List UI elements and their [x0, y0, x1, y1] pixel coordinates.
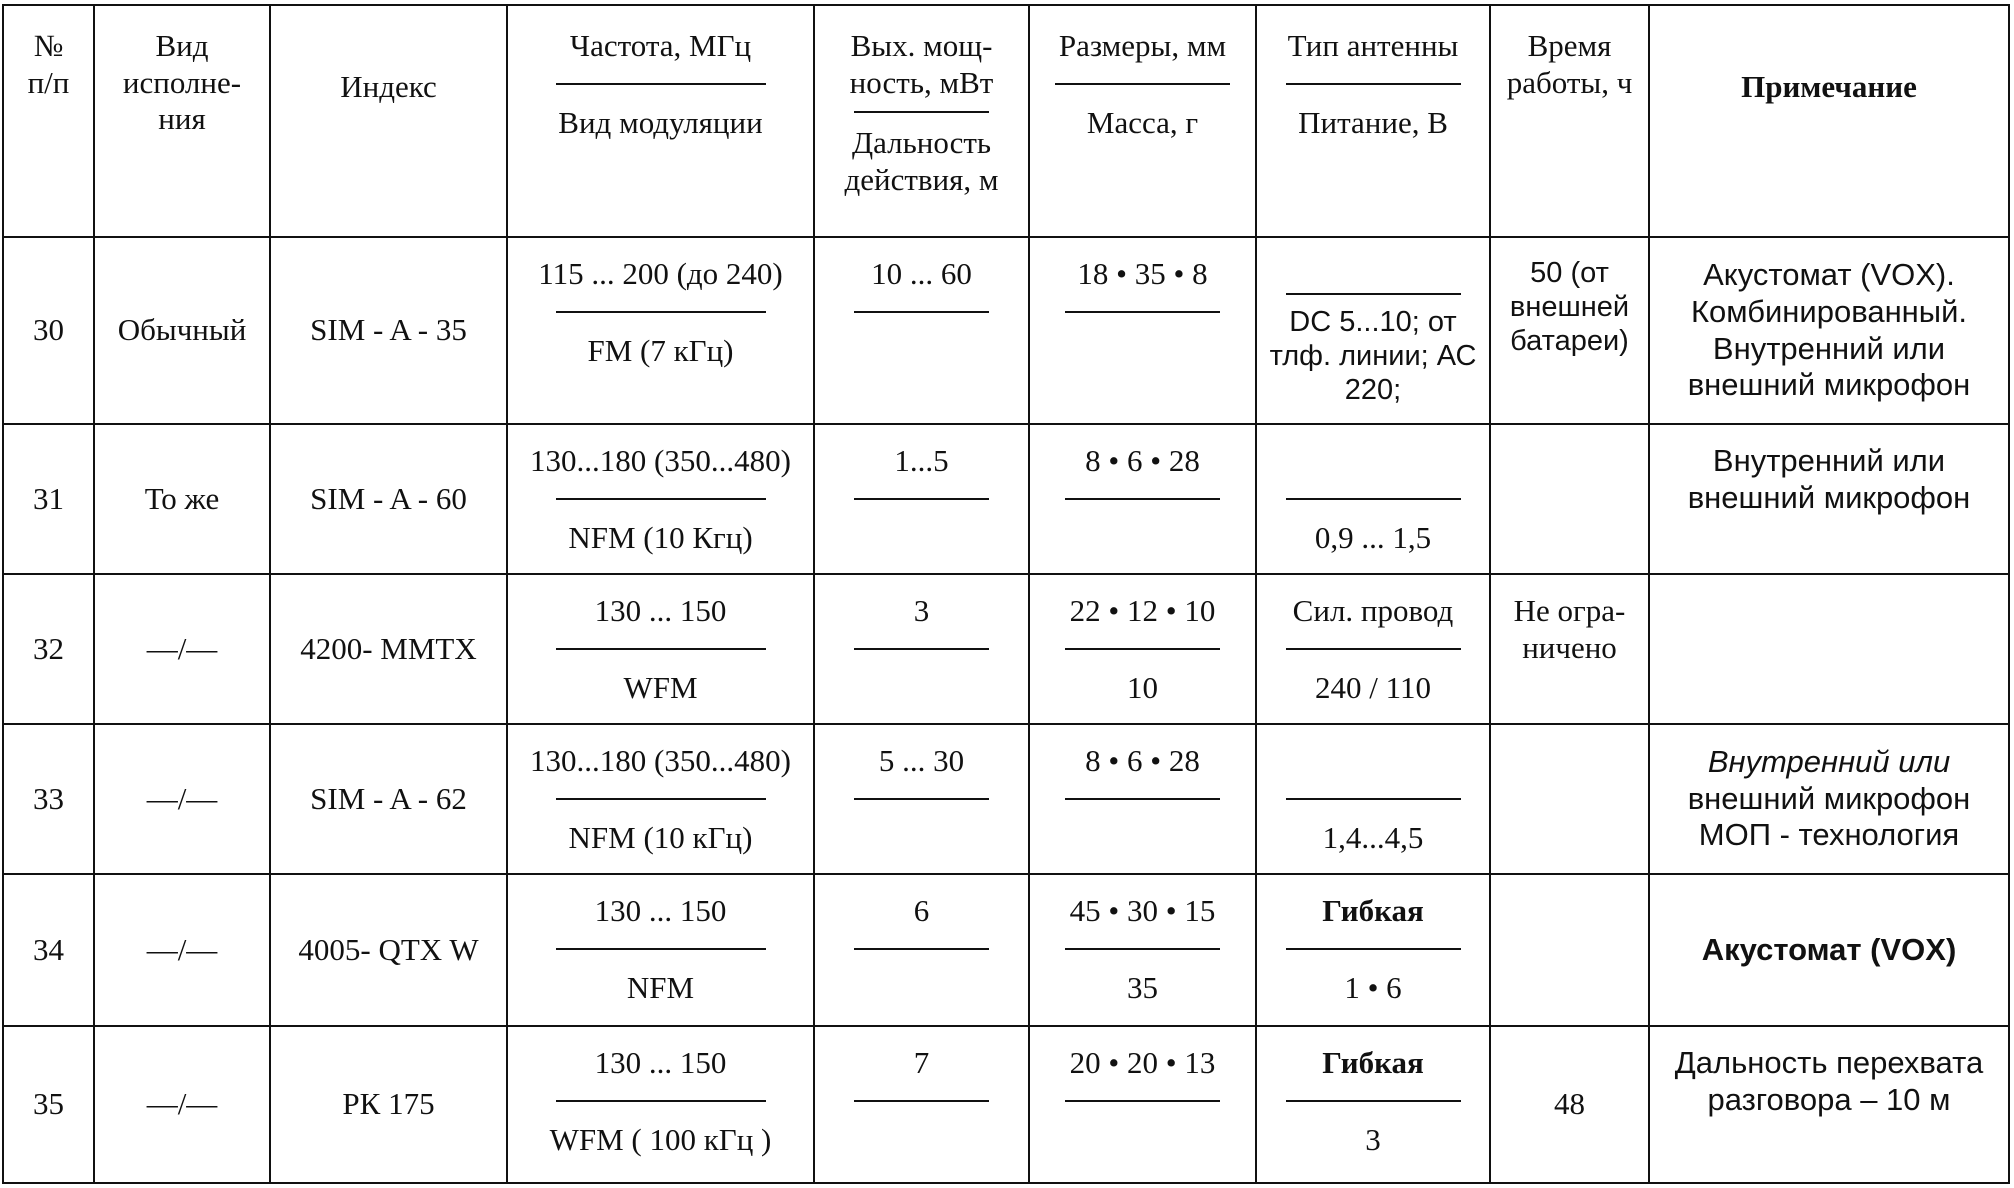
header-row [3, 5, 2009, 237]
cell-antenna: 1,4...4,5 [1256, 724, 1490, 874]
header-vid: Вид исполне- ния [94, 5, 270, 237]
cell-time: Не огра- ничено [1490, 574, 1649, 724]
cell-power: 1...5 [814, 424, 1029, 574]
cell-antenna: DC 5...10; от тлф. линии; АС 220; [1256, 237, 1490, 424]
cell-note: Внутренний или внешний микрофон [1649, 424, 2009, 574]
cell-power: 5 ... 30 [814, 724, 1029, 874]
cell-index: SIM - A - 35 [270, 237, 507, 424]
cell-time: 48 [1490, 1026, 1649, 1183]
cell-index: 4005- QTX W [270, 874, 507, 1026]
cell-power: 10 ... 60 [814, 237, 1029, 424]
cell-note: Дальность перехвата разговора – 10 м [1649, 1026, 2009, 1183]
cell-time [1490, 874, 1649, 1026]
cell-vid: —/— [94, 574, 270, 724]
cell-vid: Обычный [94, 237, 270, 424]
cell-time [1490, 724, 1649, 874]
table-row [3, 574, 2009, 724]
cell-size: 20 • 20 • 13 [1029, 1026, 1256, 1183]
spec-table [2, 4, 2010, 1184]
cell-size: 18 • 35 • 8 [1029, 237, 1256, 424]
cell-index: SIM - A - 60 [270, 424, 507, 574]
table-row [3, 1026, 2009, 1183]
header-index: Индекс [270, 5, 507, 237]
cell-antenna: 0,9 ... 1,5 [1256, 424, 1490, 574]
cell-time: 50 (от внешней батареи) [1490, 237, 1649, 424]
header-freq: Частота, МГц Вид модуляции [507, 5, 814, 237]
cell-antenna: Гибкая 1 • 6 [1256, 874, 1490, 1026]
table-row [3, 237, 2009, 424]
header-note: Примечание [1649, 5, 2009, 237]
cell-power: 7 [814, 1026, 1029, 1183]
table-row [3, 424, 2009, 574]
header-size: Размеры, мм Масса, г [1029, 5, 1256, 237]
cell-size: 22 • 12 • 10 10 [1029, 574, 1256, 724]
cell-freq: 130...180 (350...480) NFM (10 Кгц) [507, 424, 814, 574]
cell-vid: —/— [94, 724, 270, 874]
cell-size: 8 • 6 • 28 [1029, 724, 1256, 874]
cell-size: 45 • 30 • 15 35 [1029, 874, 1256, 1026]
cell-freq: 130 ... 150 WFM ( 100 кГц ) [507, 1026, 814, 1183]
cell-index: РК 175 [270, 1026, 507, 1183]
cell-vid: —/— [94, 874, 270, 1026]
cell-freq: 130...180 (350...480) NFM (10 кГц) [507, 724, 814, 874]
cell-vid: То же [94, 424, 270, 574]
header-no: № п/п [3, 5, 94, 237]
cell-vid: —/— [94, 1026, 270, 1183]
cell-freq: 130 ... 150 WFM [507, 574, 814, 724]
table-row [3, 724, 2009, 874]
cell-note: Акустомат (VOX). Комбинированный. Внутренний или внешний микрофон [1649, 237, 2009, 424]
cell-no: 33 [3, 724, 94, 874]
cell-freq: 130 ... 150 NFM [507, 874, 814, 1026]
header-time: Время работы, ч [1490, 5, 1649, 237]
cell-no: 30 [3, 237, 94, 424]
cell-time [1490, 424, 1649, 574]
cell-freq: 115 ... 200 (до 240) FM (7 кГц) [507, 237, 814, 424]
cell-power: 6 [814, 874, 1029, 1026]
cell-note [1649, 574, 2009, 724]
cell-note: Акустомат (VOX) [1649, 874, 2009, 1026]
cell-no: 32 [3, 574, 94, 724]
cell-note [1649, 724, 2009, 874]
header-antenna: Тип антенны Питание, В [1256, 5, 1490, 237]
cell-no: 34 [3, 874, 94, 1026]
cell-power: 3 [814, 574, 1029, 724]
cell-antenna: Гибкая 3 [1256, 1026, 1490, 1183]
table-row [3, 874, 2009, 1026]
note-line: внешний микрофон МОП - технология [1687, 780, 1971, 853]
header-power: Вых. мощ- ность, мВт Дальность действия, м [814, 5, 1029, 237]
cell-antenna: Сил. провод 240 / 110 [1256, 574, 1490, 724]
cell-no: 31 [3, 424, 94, 574]
cell-index: SIM - A - 62 [270, 724, 507, 874]
cell-size: 8 • 6 • 28 [1029, 424, 1256, 574]
note-line-italic: Внутренний или [1707, 744, 1951, 780]
cell-index: 4200- MMTX [270, 574, 507, 724]
cell-no: 35 [3, 1026, 94, 1183]
